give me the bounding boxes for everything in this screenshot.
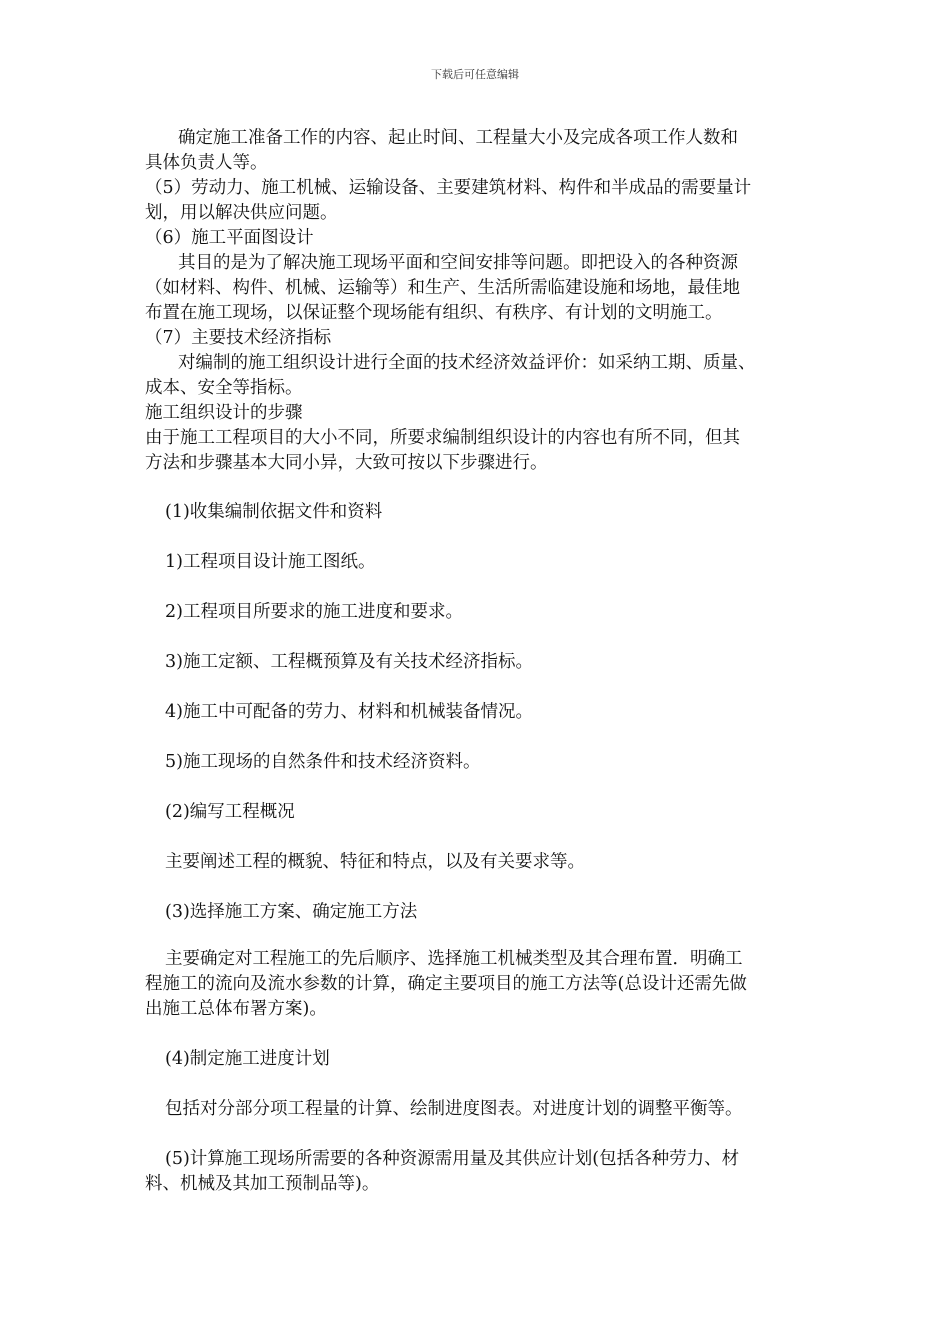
step-heading: (3)选择施工方案、确定施工方法 — [165, 902, 418, 922]
paragraph-line: 主要阐述工程的概貌、特征和特点，以及有关要求等。 — [165, 852, 585, 872]
paragraph-line: 方法和步骤基本大同小异，大致可按以下步骤进行。 — [145, 453, 548, 473]
paragraph-line: 由于施工工程项目的大小不同，所要求编制组织设计的内容也有所不同，但其 — [145, 428, 740, 448]
section-heading: 施工组织设计的步骤 — [145, 403, 303, 423]
paragraph-line: 具体负责人等。 — [145, 153, 268, 173]
paragraph-line: 成本、安全等指标。 — [145, 378, 303, 398]
step-heading: (4)制定施工进度计划 — [165, 1049, 330, 1069]
step-heading: (1)收集编制依据文件和资料 — [165, 502, 383, 522]
paragraph-line: 其目的是为了解决施工现场平面和空间安排等问题。即把设入的各种资源 — [178, 253, 738, 273]
paragraph-line: 主要确定对工程施工的先后顺序、选择施工机械类型及其合理布置．明确工 — [165, 949, 743, 969]
list-item: 1)工程项目设计施工图纸。 — [165, 552, 376, 572]
paragraph-line: 确定施工准备工作的内容、起止时间、工程量大小及完成各项工作人数和 — [178, 128, 738, 148]
section-heading: （6）施工平面图设计 — [145, 228, 314, 248]
paragraph-line: 包括对分部分项工程量的计算、绘制进度图表。对进度计划的调整平衡等。 — [165, 1099, 743, 1119]
list-item: 2)工程项目所要求的施工进度和要求。 — [165, 602, 463, 622]
paragraph-line: 划，用以解决供应问题。 — [145, 203, 338, 223]
paragraph-line: 对编制的施工组织设计进行全面的技术经济效益评价：如采纳工期、质量、 — [178, 353, 756, 373]
paragraph-line: 布置在施工现场，以保证整个现场能有组织、有秩序、有计划的文明施工。 — [145, 303, 723, 323]
paragraph-line: （5）劳动力、施工机械、运输设备、主要建筑材料、构件和半成品的需要量计 — [145, 178, 752, 198]
paragraph-line: （如材料、构件、机械、运输等）和生产、生活所需临建设施和场地，最佳地 — [145, 278, 740, 298]
page-header: 下载后可任意编辑 — [431, 68, 519, 81]
step-heading: (2)编写工程概况 — [165, 802, 295, 822]
step-heading: (5)计算施工现场所需要的各种资源需用量及其供应计划(包括各种劳力、材 — [165, 1149, 740, 1169]
paragraph-line: 料、机械及其加工预制品等)。 — [145, 1174, 380, 1194]
list-item: 3)施工定额、工程概预算及有关技术经济指标。 — [165, 652, 533, 672]
list-item: 5)施工现场的自然条件和技术经济资料。 — [165, 752, 481, 772]
list-item: 4)施工中可配备的劳力、材料和机械装备情况。 — [165, 702, 533, 722]
paragraph-line: 出施工总体布署方案)。 — [145, 999, 327, 1019]
paragraph-line: 程施工的流向及流水参数的计算，确定主要项目的施工方法等(总设计还需先做 — [145, 974, 747, 994]
section-heading: （7）主要技术经济指标 — [145, 328, 332, 348]
